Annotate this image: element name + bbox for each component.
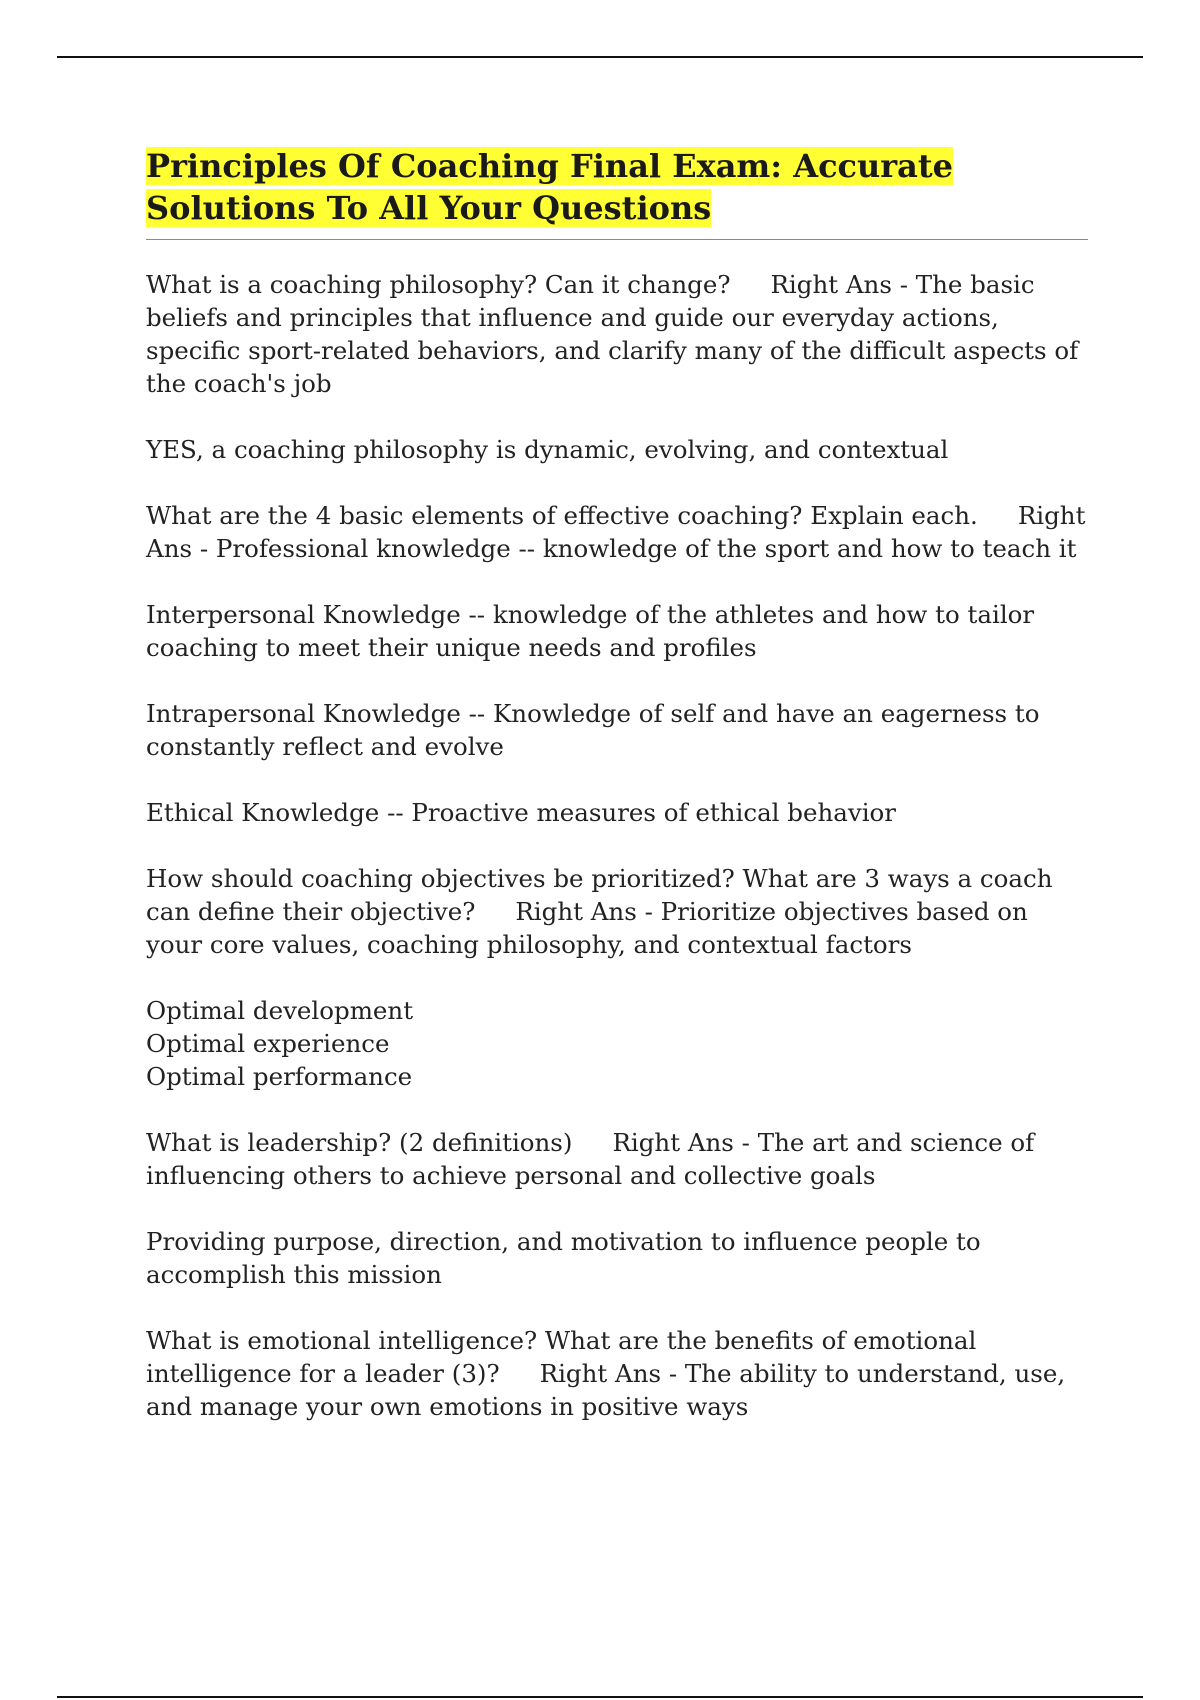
title-block [146,145,1088,240]
qa-paragraph [146,499,1094,565]
answer-paragraph: Providing purpose, direction, and motivation to influence people to accomplish this mission [146,1227,989,1289]
answer-text: Right Ans - Prioritize objectives based on your core values, coaching philosophy, and contextual factors [146,897,1036,959]
question-text: What is leadership? (2 definitions) [146,1128,573,1157]
qa-paragraph [146,1126,1088,1192]
qa-paragraph [146,268,1088,400]
answer-paragraph: Intrapersonal Knowledge -- Knowledge of self and have an eagerness to constantly reflect and evolve [146,699,1048,761]
answer-text: Right Ans - The basic beliefs and principles that influence and guide our everyday actions, specific sport-related behaviors, and clarify many of the difficult aspects of the coach's job [146,270,1086,398]
answer-text: Right Ans - Professional knowledge -- knowledge of the sport and how to teach it [146,501,1094,563]
qa-paragraph [146,1324,1088,1423]
answer-text: Right Ans - The ability to understand, use, and manage your own emotions in positive ways [146,1359,1073,1421]
document-title [146,145,1088,229]
document-title-text: Principles Of Coaching Final Exam: Accurate Solutions To All Your Questions [146,147,954,227]
question-text: How should coaching objectives be prioritized? What are 3 ways a coach can define their objective? [146,864,1061,926]
answer-list: Optimal development Optimal experience Optimal performance [146,996,414,1091]
question-text: What is emotional intelligence? What are the benefits of emotional intelligence for a leader (3)? [146,1326,985,1388]
bottom-rule [57,1696,1143,1698]
document-body [146,145,1094,1456]
question-text: What is a coaching philosophy? Can it change? [146,270,731,299]
answer-paragraph: YES, a coaching philosophy is dynamic, evolving, and contextual [146,435,949,464]
qa-paragraph [146,862,1088,961]
question-text: What are the 4 basic elements of effective coaching? Explain each. [146,501,978,530]
answer-text: Right Ans - The art and science of influencing others to achieve personal and collective goals [146,1128,1042,1190]
answer-paragraph: Interpersonal Knowledge -- knowledge of the athletes and how to tailor coaching to meet their unique needs and profiles [146,600,1042,662]
answer-paragraph: Ethical Knowledge -- Proactive measures of ethical behavior [146,798,897,827]
top-rule [57,56,1143,58]
